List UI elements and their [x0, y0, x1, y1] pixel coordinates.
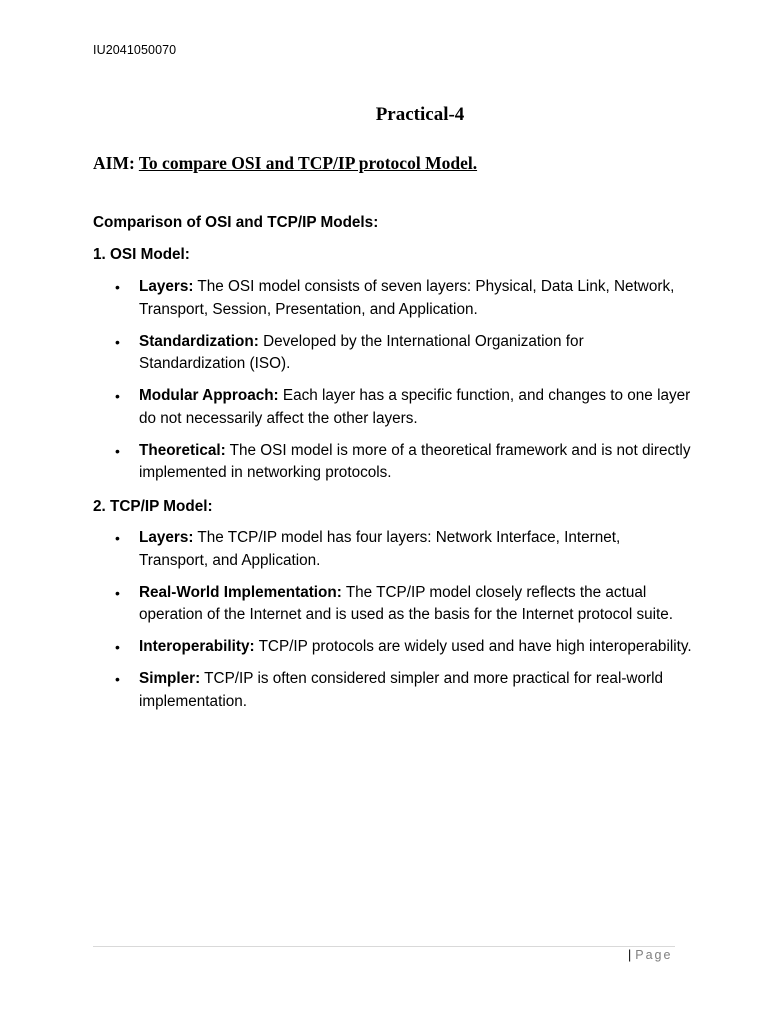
list-item: [93, 636, 693, 659]
list-item-text: The OSI model consists of seven layers: Physical, Data Link, Network, Transport, Session, Presentation, and Application.: [139, 278, 675, 318]
bullet-icon: •: [115, 584, 120, 601]
osi-bullet-list: [93, 276, 693, 494]
footer-page-label: [628, 948, 672, 962]
osi-heading: 1. OSI Model:: [93, 246, 190, 263]
list-item: [93, 527, 693, 572]
header-student-id: IU2041050070: [93, 43, 177, 57]
bullet-icon: •: [115, 442, 120, 459]
comparison-heading: Comparison of OSI and TCP/IP Models:: [93, 214, 379, 231]
bullet-icon: •: [115, 388, 120, 404]
list-item: [93, 331, 693, 376]
list-item-text: The TCP/IP model closely reflects the actual operation of the Internet and is used as the basis for the Internet protocol suite.: [139, 583, 674, 623]
list-item-term: Simpler:: [139, 670, 201, 687]
list-item-term: Layers:: [139, 529, 194, 546]
list-item-term: Modular Approach:: [139, 387, 279, 404]
list-item-term: Real-World Implementation:: [139, 583, 342, 601]
list-item-term: Standardization:: [139, 332, 259, 350]
list-item-term: Theoretical:: [139, 441, 226, 459]
footer-pipe: |: [628, 948, 632, 962]
bullet-icon: •: [115, 639, 120, 655]
page-title: Practical-4: [375, 104, 465, 125]
tcp-heading: 2. TCP/IP Model:: [93, 498, 213, 515]
list-item-term: Interoperability:: [139, 638, 255, 655]
aim-line: [93, 153, 477, 174]
list-item: [93, 276, 693, 321]
list-item-text: Each layer has a specific function, and changes to one layer do not necessarily affect the other layers.: [139, 387, 691, 427]
bullet-icon: •: [115, 671, 120, 687]
bullet-icon: •: [115, 279, 120, 295]
bullet-icon: •: [115, 333, 120, 350]
list-item-text: The OSI model is more of a theoretical framework and is not directly implemented in networking protocols.: [139, 441, 691, 481]
list-item-text: TCP/IP is often considered simpler and more practical for real-world implementation.: [139, 670, 663, 710]
footer-divider: [93, 946, 675, 947]
list-item: [93, 385, 693, 430]
list-item-term: Layers:: [139, 278, 194, 295]
bullet-icon: •: [115, 530, 120, 546]
footer-page-text: Page: [635, 948, 673, 962]
aim-label: AIM:: [93, 153, 135, 173]
list-item: [93, 582, 693, 627]
tcp-bullet-list: [93, 527, 693, 723]
list-item: [93, 440, 693, 485]
aim-text: To compare OSI and TCP/IP protocol Model.: [138, 153, 478, 173]
list-item-text: TCP/IP protocols are widely used and have high interoperability.: [254, 638, 692, 655]
list-item-text: The TCP/IP model has four layers: Network Interface, Internet, Transport, and Application.: [139, 529, 621, 569]
list-item: [93, 668, 693, 713]
list-item-text: Developed by the International Organization for Standardization (ISO).: [139, 332, 584, 372]
